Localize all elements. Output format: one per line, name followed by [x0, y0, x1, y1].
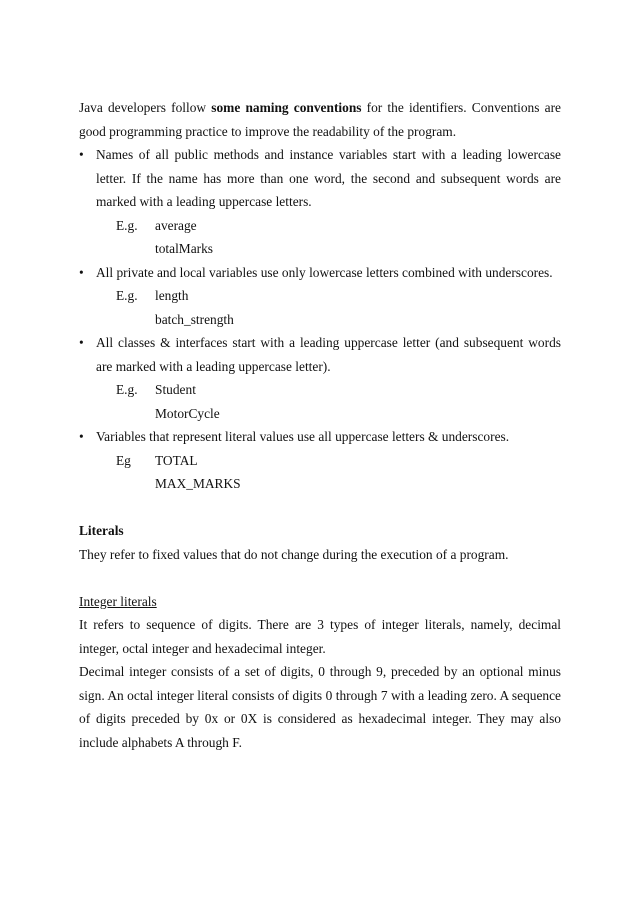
- example-label: Eg: [116, 452, 131, 468]
- integer-literals-paragraph-2: Decimal integer consists of a set of digits, 0 through 9, preceded by an optional minus sign. An octal integer literal consists of digits 0 through 7 with a leading zero. A sequence of digits preceded by 0x or 0X is considered as hexadecimal integer. They may also include alphabets A through F.: [79, 664, 561, 750]
- example-line: [79, 402, 561, 426]
- example-line: [79, 214, 561, 238]
- example-value: batch_strength: [155, 311, 234, 327]
- section-heading-integer-literals: Integer literals: [79, 593, 157, 609]
- bullet-literal-constants: [79, 425, 561, 449]
- example-value: length: [155, 288, 189, 303]
- example-value: TOTAL: [155, 452, 198, 468]
- bullet-dot-icon: •: [79, 429, 84, 444]
- intro-text-before: Java developers follow: [79, 100, 212, 115]
- bullet-dot-icon: •: [79, 147, 84, 162]
- literals-paragraph: They refer to fixed values that do not change during the execution of a program.: [79, 546, 509, 562]
- spacer: [79, 566, 561, 590]
- spacer: [79, 496, 561, 520]
- example-label: E.g.: [116, 217, 138, 233]
- intro-bold-text: some naming conventions: [211, 100, 362, 115]
- section-heading-literals: Literals: [79, 523, 124, 538]
- bullet-classes-interfaces: [79, 331, 561, 378]
- example-line: [79, 284, 561, 308]
- example-value: average: [155, 217, 197, 233]
- bullet-dot-icon: •: [79, 335, 84, 350]
- example-block: [79, 378, 561, 425]
- example-value: MotorCycle: [155, 405, 220, 421]
- bullet-text: All private and local variables use only lowercase letters combined with underscores.: [96, 264, 553, 280]
- example-value: totalMarks: [155, 241, 214, 256]
- document-page: [79, 96, 561, 754]
- bullet-text: All classes & interfaces start with a leading uppercase letter (and subsequent words are marked with a leading uppercase letter).: [96, 335, 561, 374]
- intro-text-after: for the identifiers. Conventions are good programming practice to improve the readability of the program.: [79, 100, 561, 139]
- bullet-text: Variables that represent literal values use all uppercase letters & underscores.: [96, 429, 510, 444]
- example-block: [79, 449, 561, 496]
- bullet-text: Names of all public methods and instance variables start with a leading lowercase letter. If the name has more than one word, the second and subsequent words are marked with a leading uppercase letters.: [96, 147, 561, 209]
- example-value: Student: [155, 382, 196, 397]
- example-line: [79, 472, 561, 496]
- example-value: MAX_MARKS: [155, 476, 241, 491]
- integer-literals-paragraph-1: It refers to sequence of digits. There are 3 types of integer literals, namely, decimal integer, octal integer and hexadecimal integer.: [79, 617, 561, 656]
- bullet-public-methods: [79, 143, 561, 214]
- intro-paragraph: [79, 96, 561, 143]
- example-line: [79, 449, 561, 473]
- example-label: E.g.: [116, 288, 138, 303]
- example-label: E.g.: [116, 382, 138, 397]
- example-line: [79, 237, 561, 261]
- example-block: [79, 284, 561, 331]
- example-block: [79, 214, 561, 261]
- bullet-dot-icon: •: [79, 264, 84, 280]
- bullet-private-variables: [79, 261, 561, 285]
- example-line: [79, 308, 561, 332]
- example-line: [79, 378, 561, 402]
